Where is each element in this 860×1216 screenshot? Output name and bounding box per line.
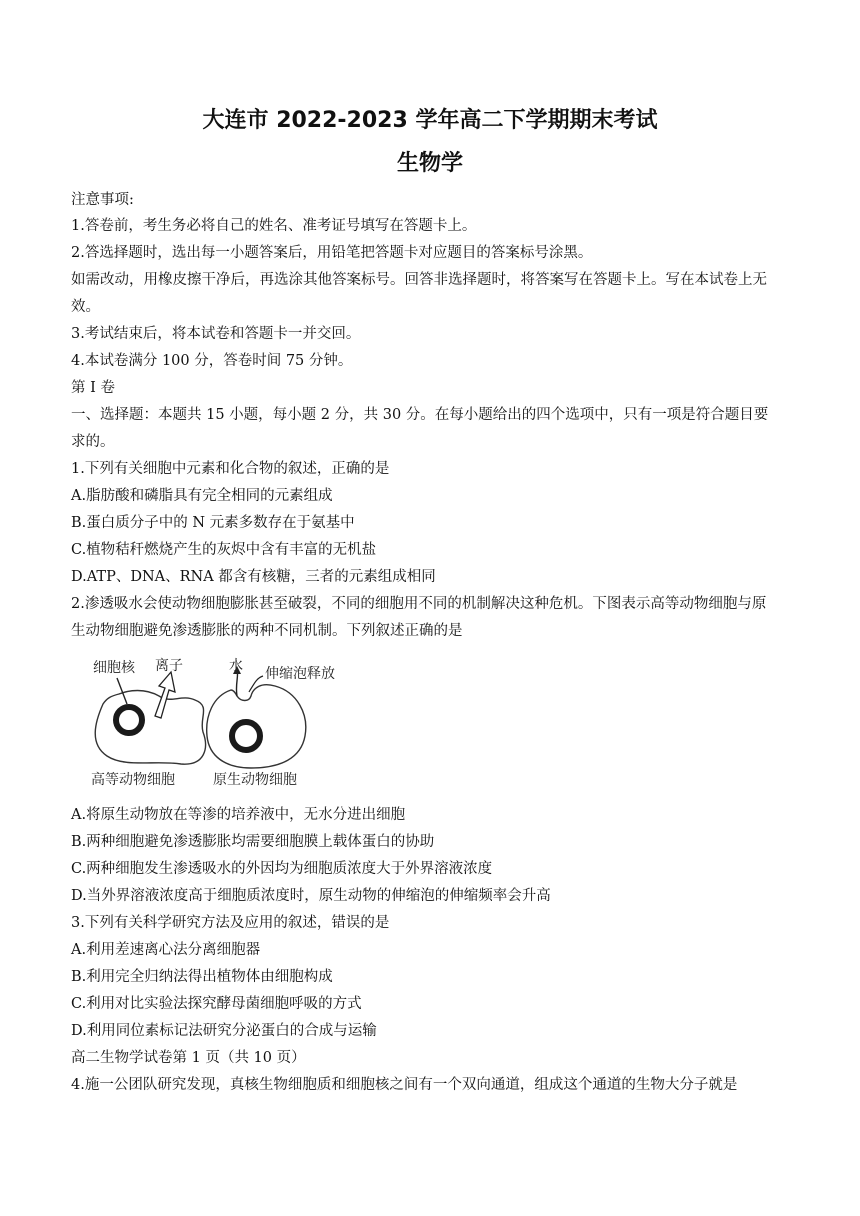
note-item: 1.答卷前，考生务必将自己的姓名、准考证号填写在答题卡上。 (71, 218, 477, 234)
option-a: A.脂肪酸和磷脂具有完全相同的元素组成 (71, 488, 333, 504)
option-d: D.当外界溶液浓度高于细胞质浓度时，原生动物的伸缩泡的伸缩频率会升高 (71, 888, 551, 904)
option-b: B.利用完全归纳法得出植物体由细胞构成 (71, 969, 333, 985)
option-b: B.蛋白质分子中的 N 元素多数存在于氨基中 (71, 515, 355, 531)
osmosis-figure (85, 652, 355, 792)
label-nucleus: 细胞核 (93, 660, 135, 676)
caption-higher-animal-cell: 高等动物细胞 (91, 772, 175, 788)
option-c: C.利用对比实验法探究酵母菌细胞呼吸的方式 (71, 996, 362, 1012)
option-c: C.两种细胞发生渗透吸水的外因均为细胞质浓度大于外界溶液浓度 (71, 861, 493, 877)
option-c: C.植物秸秆燃烧产生的灰烬中含有丰富的无机盐 (71, 542, 377, 558)
exam-title: 大连市 2022-2023 学年高二下学期期末考试 (202, 108, 658, 133)
question-stem: 4.施一公团队研究发现，真核生物细胞质和细胞核之间有一个双向通道，组成这个通道的生物大分子就是 (71, 1077, 738, 1093)
exam-subject: 生物学 (396, 151, 463, 176)
label-ion: 离子 (155, 658, 183, 674)
option-d: D.利用同位素标记法研究分泌蛋白的合成与运输 (71, 1023, 377, 1039)
volume-label: 第 I 卷 (71, 380, 115, 396)
label-water: 水 (229, 658, 243, 674)
option-b: B.两种细胞避免渗透膨胀均需要细胞膜上载体蛋白的协助 (71, 834, 435, 850)
note-item: 3.考试结束后，将本试卷和答题卡一并交回。 (71, 326, 361, 342)
note-item: 效。 (71, 299, 100, 315)
notes-heading: 注意事项: (71, 192, 134, 208)
section-intro: 一、选择题：本题共 15 小题，每小题 2 分，共 30 分。在每小题给出的四个选项中，只有一项是符合题目要 (71, 407, 769, 423)
note-item: 如需改动，用橡皮擦干净后，再选涂其他答案标号。回答非选择题时，将答案写在答题卡上。写在本试卷上无 (71, 272, 767, 288)
note-item: 4.本试卷满分 100 分，答卷时间 75 分钟。 (71, 353, 353, 369)
question-stem: 3.下列有关科学研究方法及应用的叙述，错误的是 (71, 915, 390, 931)
question-stem: 生动物细胞避免渗透膨胀的两种不同机制。下列叙述正确的是 (71, 623, 463, 639)
option-d: D.ATP、DNA、RNA 都含有核糖，三者的元素组成相同 (71, 569, 436, 585)
question-stem: 1.下列有关细胞中元素和化合物的叙述，正确的是 (71, 461, 390, 477)
higher-animal-cell-outline (95, 691, 205, 765)
option-a: A.将原生动物放在等渗的培养液中，无水分进出细胞 (71, 807, 406, 823)
page-footer: 高二生物学试卷第 1 页（共 10 页） (71, 1050, 306, 1066)
section-intro: 求的。 (71, 434, 115, 450)
label-contractile-vacuole: 伸缩泡释放 (265, 666, 335, 682)
note-item: 2.答选择题时，选出每一小题答案后，用铅笔把答题卡对应题目的答案标号涂黑。 (71, 245, 593, 261)
question-stem: 2.渗透吸水会使动物细胞膨胀甚至破裂，不同的细胞用不同的机制解决这种危机。下图表示高等动物细胞与原 (71, 596, 767, 612)
option-a: A.利用差速离心法分离细胞器 (71, 942, 261, 958)
caption-protozoan-cell: 原生动物细胞 (213, 772, 297, 788)
